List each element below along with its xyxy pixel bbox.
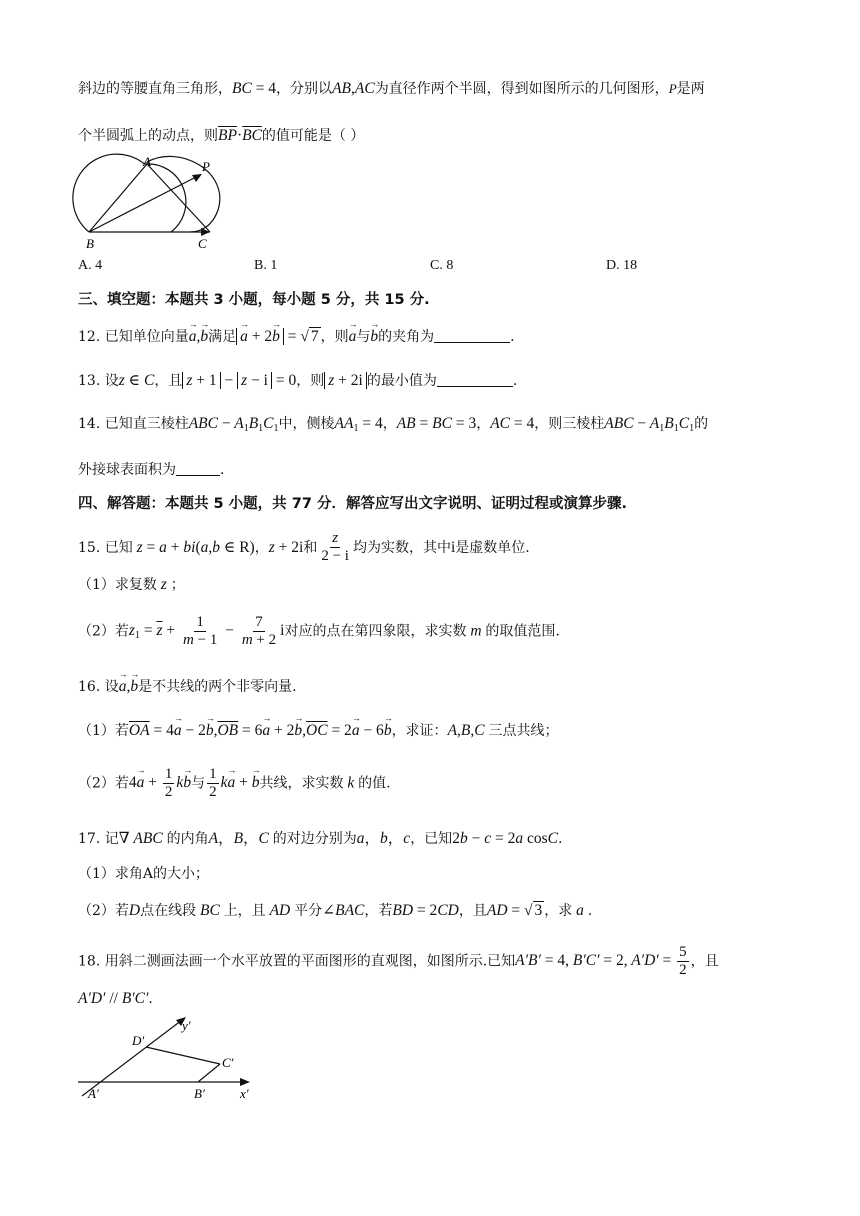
text: 共线，求实数 — [259, 775, 344, 792]
text: ， — [382, 416, 397, 432]
q18-line-2 — [78, 990, 153, 1009]
text: 点在线段 — [140, 903, 197, 919]
text: （1）求复数 — [78, 577, 157, 593]
q11-line-1 — [78, 80, 705, 99]
q12: 12. 已知单位向量→ a,→ b满足 → a + 2→ b = √ 7 ，则→ a与→ b的夹角为 . — [78, 328, 515, 347]
option-c[interactable]: C. 8 — [430, 258, 454, 273]
label-a: A — [143, 154, 151, 169]
math-parallel: A′D′ // B′C′ — [78, 990, 149, 1007]
text: 的 — [694, 416, 709, 432]
text: ； — [170, 577, 185, 593]
text: 17. 记 — [78, 831, 119, 847]
text: . — [587, 903, 593, 919]
text: . — [557, 831, 563, 847]
math-norm-eq: → a + 2→ b = √ 7 — [236, 327, 321, 345]
answer-blank[interactable] — [176, 461, 220, 476]
math-angles: A，B，C — [208, 830, 273, 847]
label-b-prime: B′ — [194, 1086, 205, 1101]
text: 个半圆弧上的动点，则 — [78, 128, 218, 144]
math-angle-bac: ∠BAC — [322, 902, 365, 919]
math-bd-2cd: BD = 2CD — [392, 902, 459, 919]
text: 三点共线； — [488, 723, 559, 739]
q15-part-1 — [78, 576, 185, 595]
text: 满足 — [208, 329, 237, 345]
math-sides: a，b，c — [356, 830, 411, 847]
math-z-in-c: z ∈ C — [118, 372, 155, 389]
math-z1: $z_1 = \overline{z}$ + $\frac{1}{m - 1}$ − $\frac{7}{m + 2}$ i — [128, 614, 285, 649]
text: ，且 — [154, 373, 183, 389]
text: ，分别以 — [276, 81, 333, 97]
label-p: P — [202, 159, 210, 174]
math-ab-ac: AB,AC — [332, 80, 375, 97]
text: 与 — [191, 775, 206, 792]
math-m: m — [466, 622, 486, 640]
text: 的最小值为 — [366, 373, 437, 389]
math-abc: A,B,C — [447, 722, 489, 739]
math-z: z — [156, 576, 171, 593]
math-aa1: $AA_1 = 4$ — [334, 415, 383, 434]
text: . — [148, 991, 153, 1007]
text: 上，且 — [223, 903, 266, 919]
oblique-projection-figure — [74, 1010, 274, 1106]
math-prism-2: ABC − $A_1B_1C_1$ — [604, 415, 695, 434]
q18-line-1 — [78, 944, 719, 980]
label-y-prime: y′ — [182, 1018, 191, 1033]
text: ，已知 — [410, 831, 453, 847]
label-d-prime: D′ — [132, 1033, 145, 1048]
text: 14. 已知直三棱柱 — [78, 416, 189, 432]
math-oa-ob-oc: $\overline{OA} = 4\to a - 2\to b,\overline{OB} = 6\to a + 2\to b,\overline{OC} = 2\to a - 6\to b$ — [129, 722, 392, 739]
math-a: → a — [349, 328, 357, 345]
text: 外接球表面积为 — [78, 462, 176, 478]
section-3-heading: 三、填空题：本题共 3 小题，每小题 5 分，共 15 分. — [78, 292, 430, 308]
text: 13. 设 — [78, 373, 119, 389]
math-lengths: A′B′ = 4, B′C′ = 2, A′D′ = $\frac{5}{2}$ — [515, 944, 687, 979]
text: ，求证： — [391, 723, 448, 739]
math-vectors-ab: → a,→ b — [119, 678, 138, 695]
text: 12. 已知单位向量 — [78, 329, 189, 345]
text: （2）若 — [78, 623, 129, 640]
text: 和 — [303, 539, 318, 556]
option-a[interactable]: A. 4 — [78, 258, 103, 273]
q16-part-1 — [78, 722, 558, 741]
q17-part-2 — [78, 902, 592, 921]
text: 15. 已知 — [78, 539, 133, 556]
math-bc-eq-4: BC = 4 — [232, 80, 277, 97]
label-a-prime: A′ — [88, 1086, 99, 1101]
text: 均为实数，其中 — [352, 539, 451, 556]
math-abs-z2i: z + 2i — [324, 372, 367, 389]
text: ，若 — [364, 903, 393, 919]
label-x-prime: x′ — [240, 1086, 249, 1101]
math-a-side: a — [572, 902, 588, 919]
text: 16. 设 — [78, 679, 119, 695]
math-bc: BC — [196, 902, 224, 919]
q13: 13. 设z ∈ C，且 z + 1 − z − i = 0，则 z + 2i 的最小值为 . — [78, 372, 518, 389]
math-ab-bc: AB = BC = 3 — [396, 415, 477, 432]
math-z-2i: z + 2i — [268, 538, 304, 556]
q14-line-2: 外接球表面积为 . — [78, 462, 225, 478]
math-ad-sqrt3: AD = √ 3 — [486, 902, 543, 919]
semicircle-figure — [70, 152, 230, 252]
label-c-prime: C′ — [222, 1055, 234, 1070]
text: ，且 — [458, 903, 487, 919]
math-i: i — [450, 538, 456, 556]
q11-line-2 — [78, 127, 364, 146]
math-k: k — [343, 774, 359, 792]
answer-blank[interactable] — [434, 328, 510, 343]
text: 与 — [356, 329, 371, 345]
text: 的夹角为 — [378, 329, 435, 345]
label-b: B — [86, 236, 94, 251]
option-b[interactable]: B. 1 — [254, 258, 278, 273]
text: 的值可能是（ ） — [261, 128, 365, 144]
text: ，则三棱柱 — [534, 416, 605, 432]
math-ac: AC = 4 — [490, 415, 535, 432]
label-c: C — [198, 236, 207, 251]
text: （1）若 — [78, 723, 129, 739]
text: ， — [254, 539, 269, 556]
math-frac-z: $\frac{z}{2 - i}$ — [321, 530, 349, 565]
text: （2）若 — [78, 775, 129, 792]
text: 18. 用斜二测画法画一个水平放置的平面图形的直观图，如图所示.已知 — [78, 953, 516, 970]
math-d: D — [128, 902, 141, 919]
text: ， — [476, 416, 491, 432]
answer-blank[interactable] — [437, 372, 513, 387]
section-4-heading: 四、解答题：本题共 5 小题，共 77 分．解答应写出文字说明、证明过程或演算步骤. — [78, 496, 627, 512]
text: 中，侧棱 — [278, 416, 335, 432]
text: 的内角 — [166, 831, 209, 847]
q16-part-2 — [78, 766, 391, 802]
text: ，则 — [296, 373, 325, 389]
text: ，且 — [690, 953, 719, 970]
math-bp-dot-bc: $\overline{BP}\cdot\overline{BC}$ — [218, 127, 262, 144]
math-b: → b — [370, 328, 378, 345]
q15-part-2 — [78, 614, 560, 650]
math-triangle-abc: ∇ ABC — [118, 830, 167, 847]
text: ，则 — [320, 329, 349, 345]
text: 是不共线的两个非零向量. — [138, 679, 297, 695]
q17-part-1: （1）求角A的大小； — [78, 866, 210, 882]
math-expr-2: $\frac{1}{2}$ k→ a + → b — [205, 774, 259, 791]
text: 是两 — [676, 81, 705, 97]
math-condition: z + 1 − z − i = 0 — [182, 372, 296, 389]
text: （2）若 — [78, 903, 129, 919]
text: 是虚数单位. — [455, 539, 530, 556]
text: 斜边的等腰直角三角形， — [78, 81, 232, 97]
text: 对应的点在第四象限，求实数 — [284, 623, 467, 640]
math-p: P — [668, 81, 677, 96]
math-ad: AD — [265, 902, 295, 919]
q16 — [78, 678, 297, 697]
text: 平分 — [294, 903, 323, 919]
math-expr-1: 4→ a + $\frac{1}{2}$ k→ b — [129, 774, 191, 791]
option-d[interactable]: D. 18 — [606, 258, 638, 273]
text: 的取值范围. — [485, 623, 560, 640]
math-vectors-ab: → a,→ b — [189, 328, 208, 345]
q17 — [78, 830, 562, 849]
q15 — [78, 530, 530, 566]
math-condition-17: 2b − c = 2a cosC — [452, 830, 558, 847]
text: 的对边分别为 — [272, 831, 357, 847]
math-prism: ABC − $A_1B_1C_1$ — [188, 415, 279, 434]
text: ，求 — [544, 903, 573, 919]
text: 的值. — [358, 775, 391, 792]
text: 为直径作两个半圆，得到如图所示的几何图形， — [374, 81, 669, 97]
q14-line-1 — [78, 415, 708, 435]
math-z-def: z = a + bi(a,b ∈ R) — [132, 538, 255, 556]
